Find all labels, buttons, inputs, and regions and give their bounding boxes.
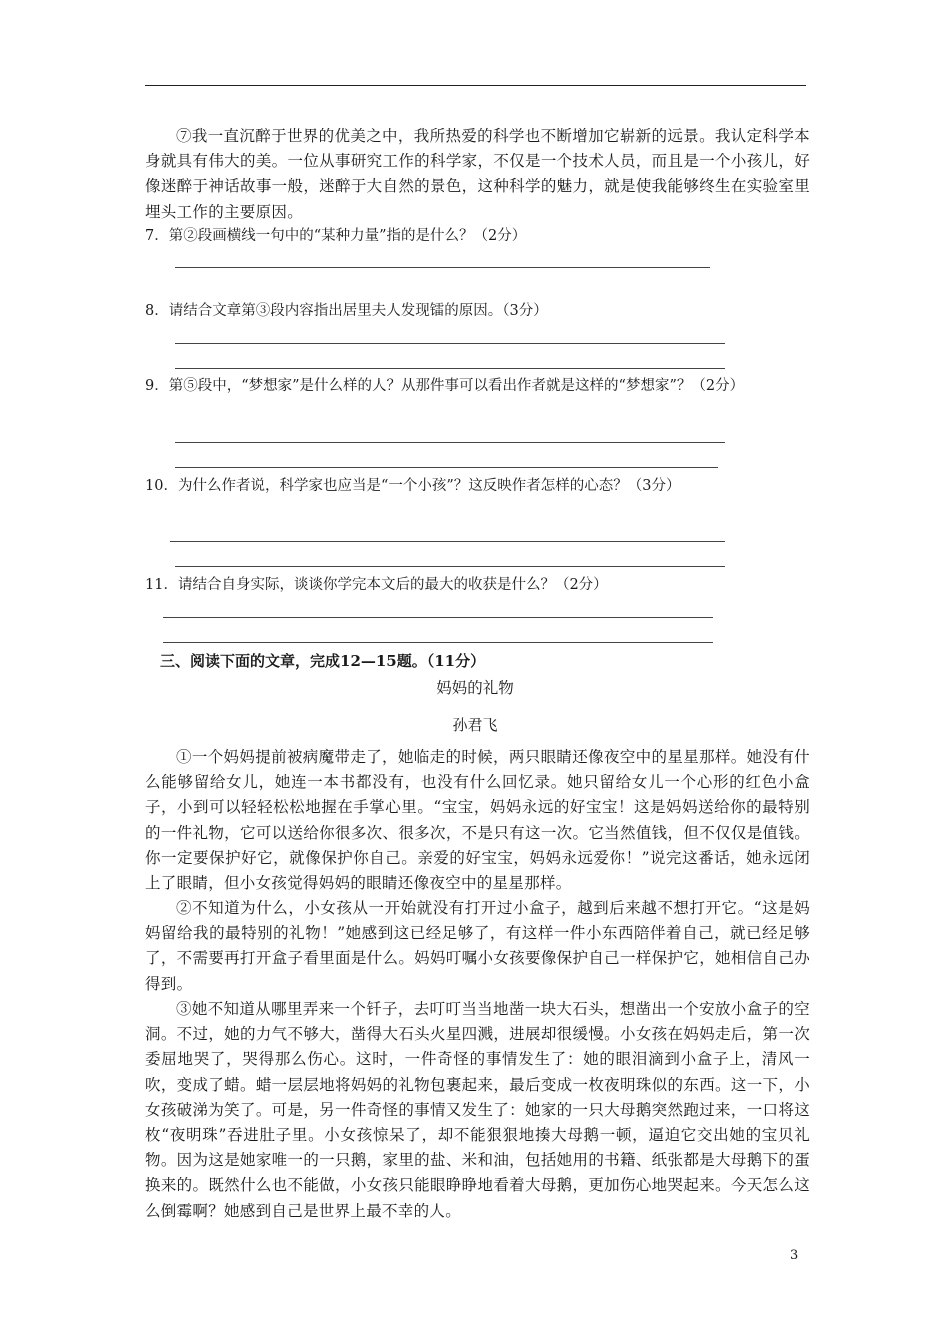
answer-line[interactable]	[175, 467, 718, 468]
question-11	[145, 573, 810, 598]
answer-line[interactable]	[175, 267, 710, 268]
question-8	[145, 299, 810, 324]
question-text: 请结合自身实际，谈谈你学完本文后的最大的收获是什么？（2分）	[177, 577, 608, 593]
article-author: 孙君飞	[452, 716, 498, 734]
article-paragraph-2: ②不知道为什么，小女孩从一开始就没有打开过小盒子，越到后来越不想打开它。“这是妈妈留给我的最特别的礼物！”她感到这已经足够了，有这样一件小东西陪伴着自己，就已经足够了，不需要再打开盒子看里面是什么。妈妈叮嘱小女孩要像保护自己一样保护它，她相信自己办得到。	[145, 899, 810, 993]
answer-line[interactable]	[163, 617, 713, 618]
section-heading: 三、阅读下面的文章，完成12—15题。（11分）	[160, 652, 486, 670]
paragraph-7: ⑦我一直沉醉于世界的优美之中，我所热爱的科学也不断增加它崭新的远景。我认定科学本身就具有伟大的美。一位从事研究工作的科学家，不仅是一个技术人员，而且是一个小孩儿，好像迷醉于神话故事一般，迷醉于大自然的景色，这种科学的魅力，就是使我能够终生在实验室里埋头工作的主要原因。	[145, 127, 810, 221]
answer-line[interactable]	[175, 343, 725, 344]
question-9	[145, 374, 810, 399]
page-number: 3	[790, 1248, 799, 1263]
answer-line[interactable]	[175, 566, 725, 567]
question-7	[145, 224, 810, 249]
question-text: 为什么作者说，科学家也应当是“一个小孩”？这反映作者怎样的心态？（3分）	[177, 478, 681, 494]
answer-line[interactable]	[175, 368, 725, 369]
question-text: 第⑤段中，“梦想家”是什么样的人？从那件事可以看出作者就是这样的“梦想家”？（2分）	[168, 378, 745, 394]
question-number: 7．	[145, 228, 169, 244]
question-text: 请结合文章第③段内容指出居里夫人发现镭的原因。（3分）	[168, 303, 548, 319]
answer-line[interactable]	[175, 442, 725, 443]
question-number: 9．	[145, 378, 169, 394]
question-number: 10．	[145, 478, 178, 494]
question-number: 8．	[145, 303, 169, 319]
question-10	[145, 474, 810, 499]
article-paragraph-3: ③她不知道从哪里弄来一个钎子，去叮叮当当地凿一块大石头，想凿出一个安放小盒子的空洞。不过，她的力气不够大，凿得大石头火星四溅，进展却很缓慢。小女孩在妈妈走后，第一次委屈地哭了，哭得那么伤心。这时，一件奇怪的事情发生了：她的眼泪滴到小盒子上，清风一吹，变成了蜡。蜡一层层地将妈妈的礼物包裹起来，最后变成一枚夜明珠似的东西。这一下，小女孩破涕为笑了。可是，另一件奇怪的事情又发生了：她家的一只大母鹅突然跑过来，一口将这枚“夜明珠”吞进肚子里。小女孩惊呆了，却不能狠狠地揍大母鹅一顿，逼迫它交出她的宝贝礼物。因为这是她家唯一的一只鹅，家里的盐、米和油，包括她用的书籍、纸张都是大母鹅下的蛋换来的。既然什么也不能做，小女孩只能眼睁睁地看着大母鹅，更加伤心地哭起来。今天怎么这么倒霉啊？她感到自己是世界上最不幸的人。	[145, 1000, 810, 1220]
article-title: 妈妈的礼物	[436, 679, 514, 697]
header-rule	[145, 85, 806, 86]
question-number: 11．	[145, 577, 178, 593]
question-text: 第②段画横线一句中的“某种力量”指的是什么？（2分）	[168, 228, 527, 244]
article-paragraph-1: ①一个妈妈提前被病魔带走了，她临走的时候，两只眼睛还像夜空中的星星那样。她没有什么能够留给女儿，她连一本书都没有，也没有什么回忆录。她只留给女儿一个心形的红色小盒子，小到可以轻轻松松地握在手掌心里。“宝宝，妈妈永远的好宝宝！这是妈妈送给你的最特别的一件礼物，它可以送给你很多次、很多次，不是只有这一次。它当然值钱，但不仅仅是值钱。你一定要保护好它，就像保护你自己。亲爱的好宝宝，妈妈永远爱你！”说完这番话，她永远闭上了眼睛，但小女孩觉得妈妈的眼睛还像夜空中的星星那样。	[145, 748, 810, 893]
answer-line[interactable]	[163, 642, 713, 643]
answer-line[interactable]	[170, 541, 725, 542]
